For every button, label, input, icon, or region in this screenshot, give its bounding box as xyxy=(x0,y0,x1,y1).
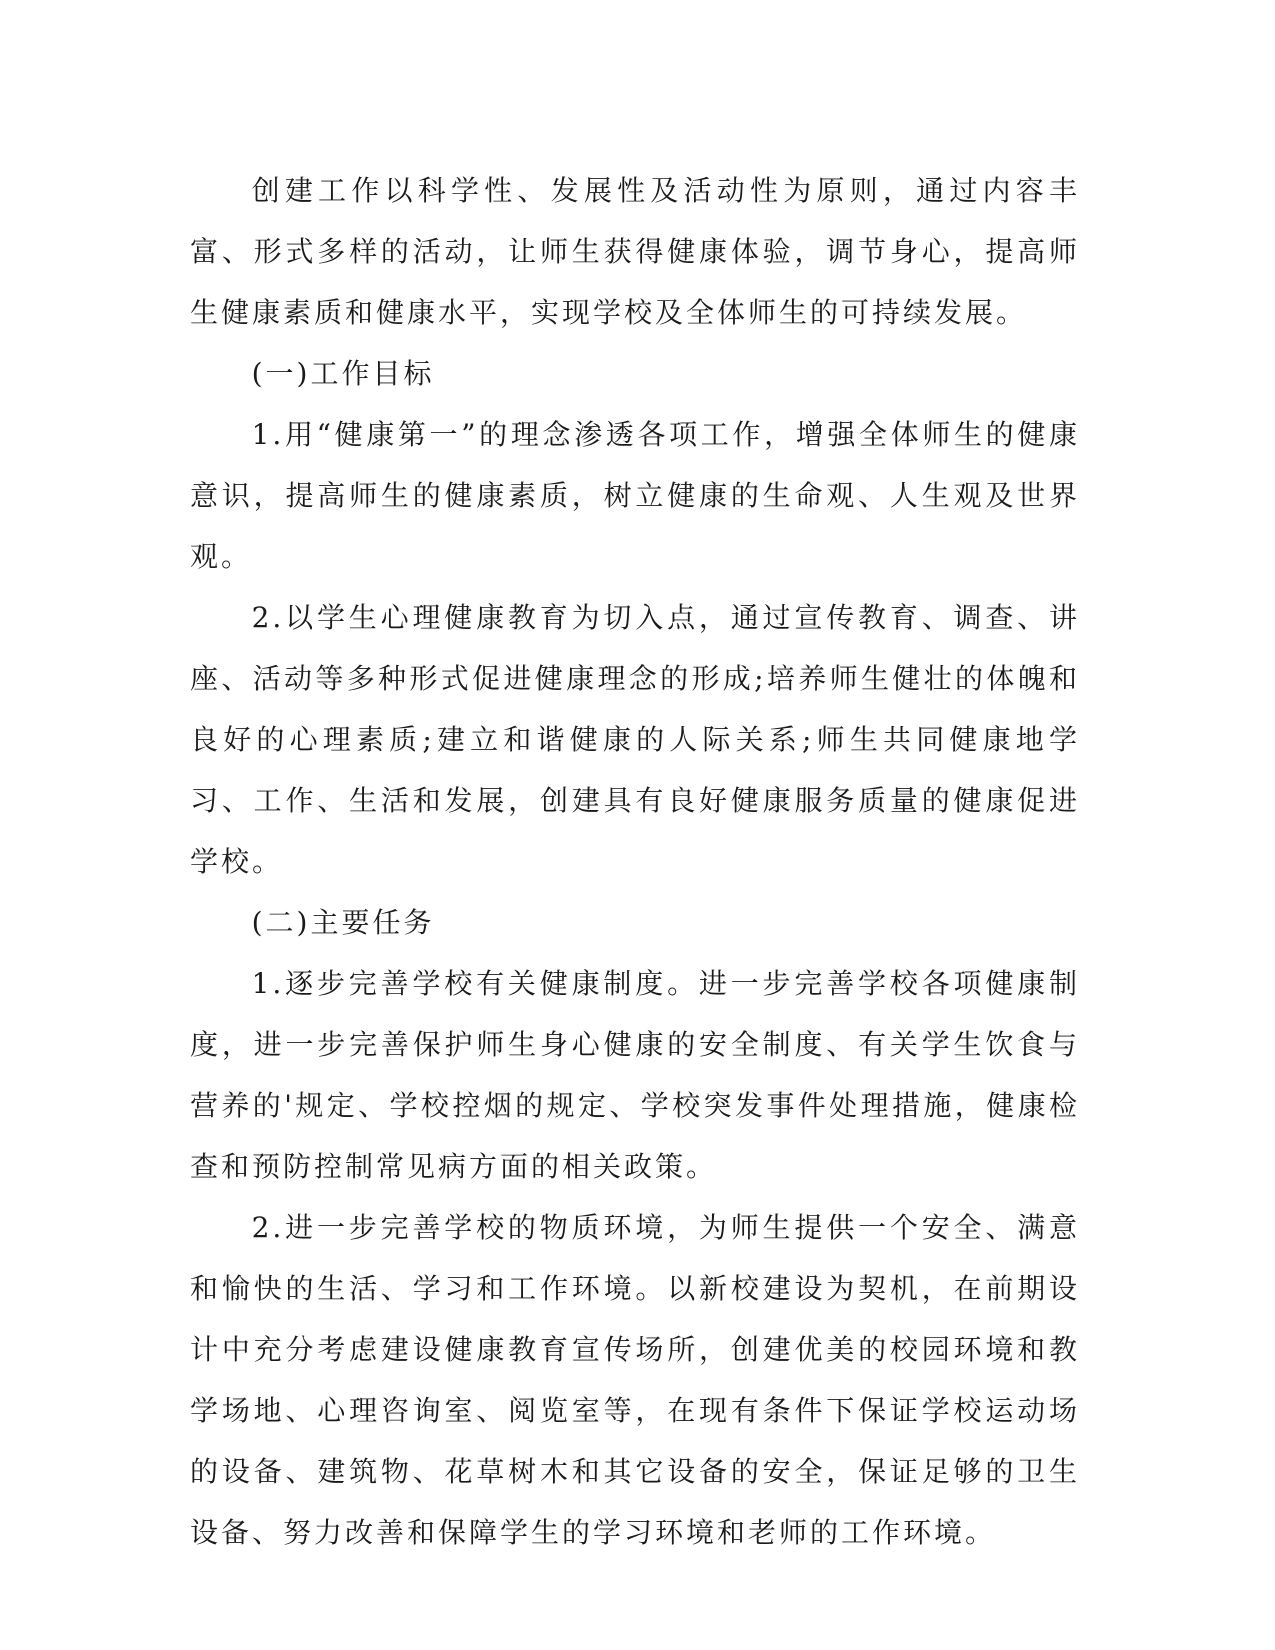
section-heading-tasks: (二)主要任务 xyxy=(251,906,435,939)
paragraph-task-1: 1.逐步完善学校有关健康制度。进一步完善学校各项健康制度，进一步完善保护师生身心健康的安全制度、有关学生饮食与营养的'规定、学校控烟的规定、学校突发事件处理措施，健康检查和预防控制常见病方面的相关政策。 xyxy=(190,967,1080,1183)
paragraph-task-2: 2.进一步完善学校的物质环境，为师生提供一个安全、满意和愉快的生活、学习和工作环境。以新校建设为契机，在前期设计中充分考虑建设健康教育宣传场所，创建优美的校园环境和教学场地、心理咨询室、阅览室等，在现有条件下保证学校运动场的设备、建筑物、花草树木和其它设备的安全，保证足够的卫生设备、努力改善和保障学生的学习环境和老师的工作环境。 xyxy=(190,1211,1080,1549)
paragraph-intro: 创建工作以科学性、发展性及活动性为原则，通过内容丰富、形式多样的活动，让师生获得健康体验，调节身心，提高师生健康素质和健康水平，实现学校及全体师生的可持续发展。 xyxy=(190,174,1080,329)
document-body xyxy=(190,160,1080,1563)
section-heading-goals: (一)工作目标 xyxy=(251,357,435,390)
paragraph-goal-2: 2.以学生心理健康教育为切入点，通过宣传教育、调查、讲座、活动等多种形式促进健康理念的形成;培养师生健壮的体魄和良好的心理素质;建立和谐健康的人际关系;师生共同健康地学习、工作、生活和发展，创建具有良好健康服务质量的健康促进学校。 xyxy=(190,601,1080,878)
paragraph-goal-1: 1.用“健康第一”的理念渗透各项工作，增强全体师生的健康意识，提高师生的健康素质，树立健康的生命观、人生观及世界观。 xyxy=(190,418,1080,573)
